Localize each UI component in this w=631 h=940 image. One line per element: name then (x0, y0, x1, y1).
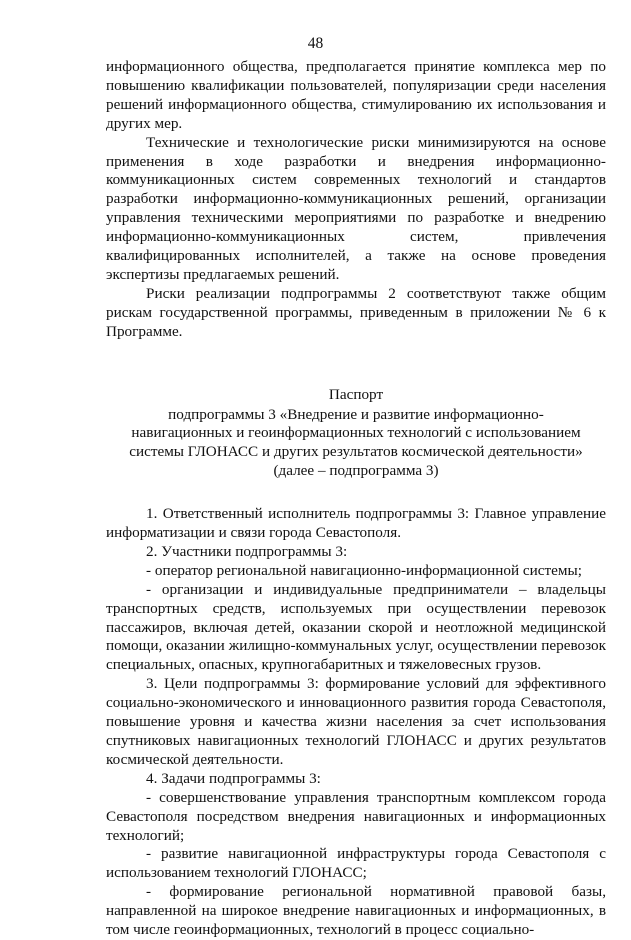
item-participant-operator: - оператор региональной навигационно-информационной системы; (146, 561, 582, 579)
item-participant-organizations: - организации и индивидуальные предприниматели – владельцы транспортных средств, используемых при осуществлении перевозок пассажиров, включая детей, оказании скорой и неотложной медицинской помощи, оказании жилищно-коммунальных услуг, осуществлении перевозок специальных, опасных, крупногабаритных и тяжеловесных грузов. (106, 580, 606, 674)
paragraph-technical-risks: Технические и технологические риски минимизируются на основе применения в ходе разработки и внедрения информационно-коммуникационных систем современных технологий и стандартов разработки информационно-коммуникационных решений, организации управления техническими мероприятиями по разработке и внедрению информационно-коммуникационных систем, привлечения квалифицированных исполнителей, а также на основе проведения экспертизы предлагаемых решений. (106, 133, 606, 283)
page-number: 48 (307, 35, 324, 52)
passport-subtitle-line-1: подпрограммы 3 «Внедрение и развитие информационно- (168, 405, 544, 423)
spacer (106, 481, 606, 505)
spacer (106, 342, 606, 386)
item-responsible-executor: 1. Ответственный исполнитель подпрограммы 3: Главное управление информатизации и связи города Севастополя. (106, 505, 606, 542)
passport-subtitle-line-3: системы ГЛОНАСС и других результатов космической деятельности» (129, 443, 583, 461)
passport-title: Паспорт (328, 385, 384, 403)
passport-subtitle-line-4: (далее – подпрограмма 3) (273, 462, 439, 480)
passport-subtitle-line-2: навигационных и геоинформационных технологий с использованием (131, 424, 581, 442)
item-tasks-heading: 4. Задачи подпрограммы 3: (146, 769, 321, 787)
item-goals: 3. Цели подпрограммы 3: формирование условий для эффективного социально-экономического и инновационного развития города Севастополя, повышение уровня и качества жизни населения за счет использования спутниковых навигационных технологий ГЛОНАСС и других результатов космической деятельности. (106, 675, 606, 768)
paragraph-general-risks: Риски реализации подпрограммы 2 соответствуют также общим рискам государственной программы, приведенным в приложении № 6 к Программе. (106, 284, 606, 340)
item-task-infrastructure: - развитие навигационной инфраструктуры города Севастополя с использованием технологий ГЛОНАСС; (106, 845, 606, 882)
document-body (106, 58, 606, 940)
item-task-legal-base: - формирование региональной нормативной правовой базы, направленной на широкое внедрение навигационных и информационных, в том числе геоинформационных, технологий в процесс социально- (106, 883, 606, 939)
item-participants-heading: 2. Участники подпрограммы 3: (146, 542, 348, 560)
paragraph-continuation: информационного общества, предполагается принятие комплекса мер по повышению квалификации пользователей, популяризации среди населения решений информационного общества, стимулированию их использования и других мер. (106, 58, 606, 132)
passport-heading (106, 386, 606, 482)
item-task-transport: - совершенствование управления транспортным комплексом города Севастополя посредством внедрения навигационных и информационных технологий; (106, 788, 606, 844)
